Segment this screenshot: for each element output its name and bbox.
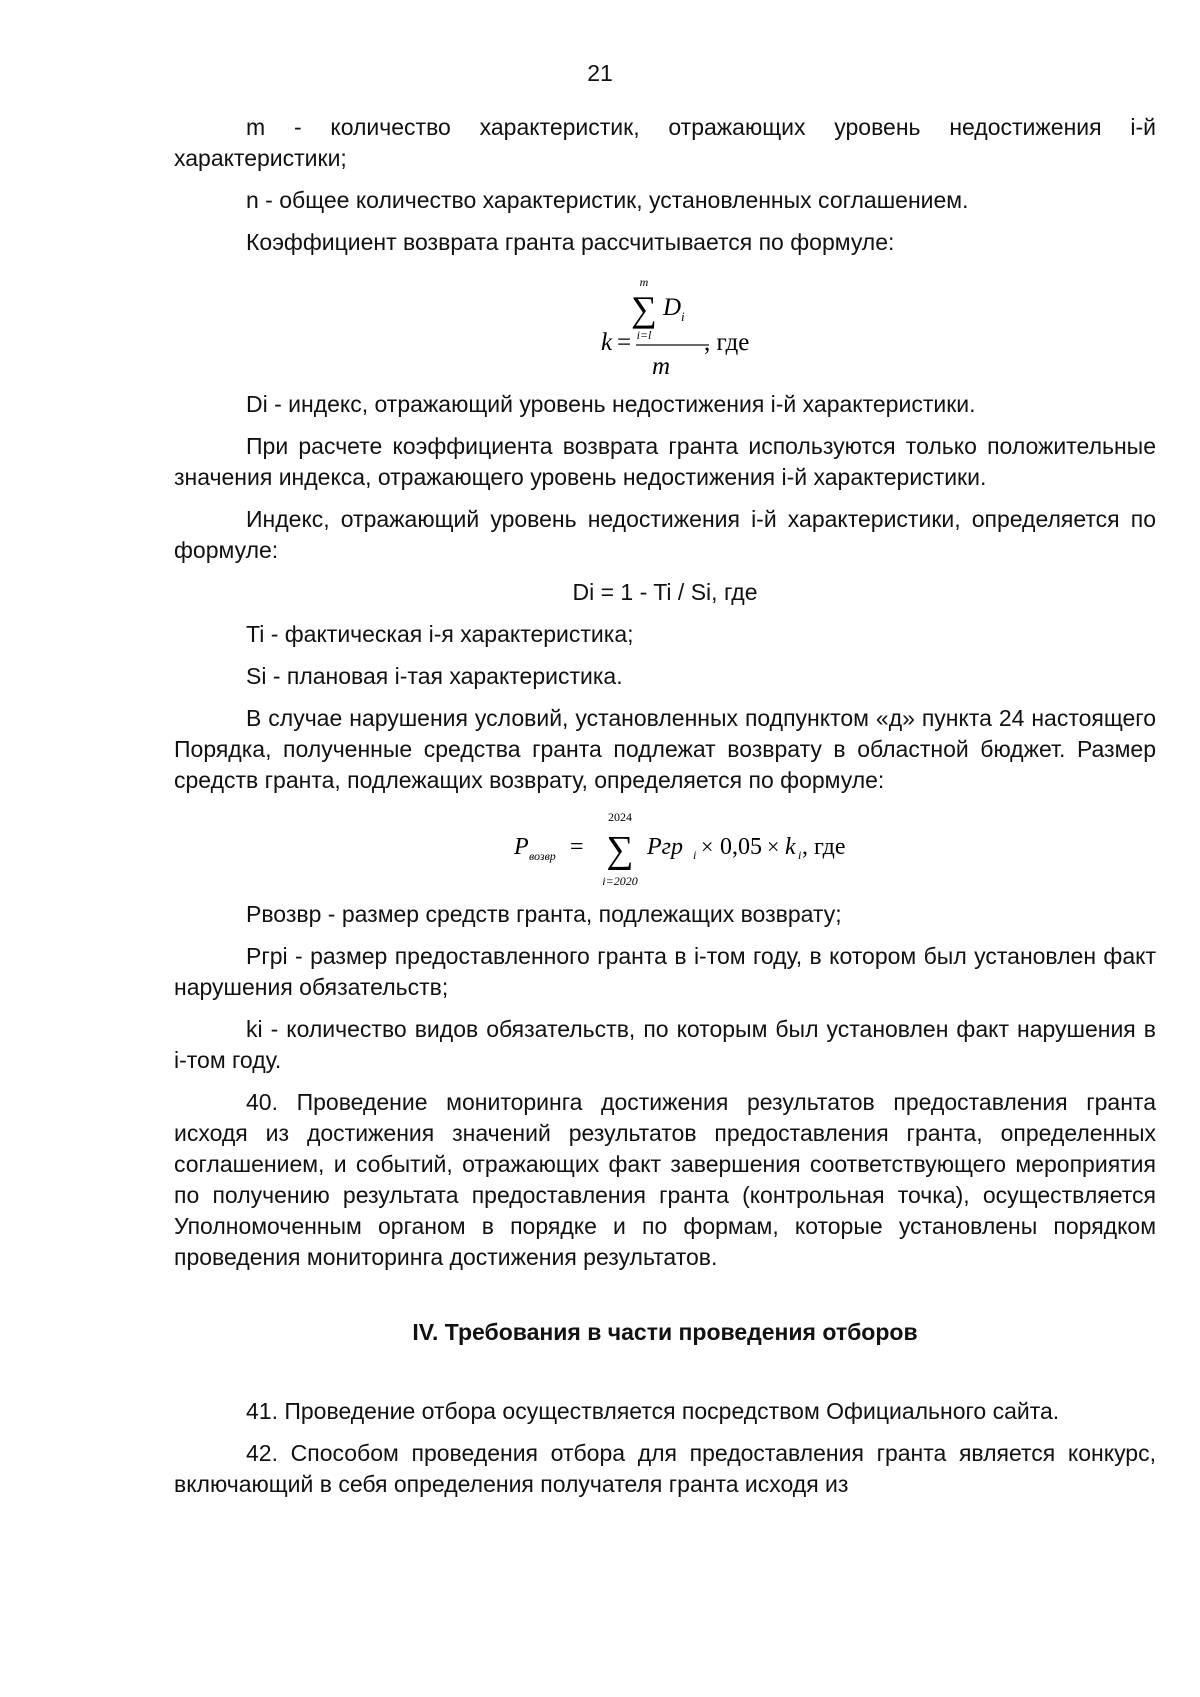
formula-di: Di = 1 - Ti / Si, где — [572, 579, 758, 605]
paragraph-pvozvr-definition: Рвозвр - размер средств гранта, подлежащих возврату; — [246, 901, 842, 927]
sum-sign: ∑ — [631, 289, 657, 329]
paragraph-ki-definition: ki - количество видов обязательств, по которым был установлен факт нарушения в i-том году. — [174, 1016, 1156, 1073]
formula-k-svg — [174, 269, 1156, 379]
formula2-sum-lower: i=2020 — [602, 874, 638, 888]
formula-lhs: k — [601, 329, 613, 356]
paragraph-di-definition: Di - индекс, отражающий уровень недостижения i-й характеристики. — [246, 391, 976, 417]
fraction-denominator: m — [651, 353, 671, 379]
paragraph-violation: В случае нарушения условий, установленных подпунктом «д» пункта 24 настоящего Порядка, полученные средства гранта подлежат возврату в областной бюджет. Размер средств гранта, подлежащих возврату, определяется по формуле: — [174, 705, 1156, 793]
formula2-tail: , где — [802, 834, 846, 860]
paragraph-41-selection: 41. Проведение отбора осуществляется посредством Официального сайта. — [246, 1398, 1060, 1424]
formula2-times-2: × — [767, 834, 780, 859]
paragraph-ti-definition: Ti - фактическая i-я характеристика; — [246, 621, 634, 647]
formula2-sum-upper: 2024 — [608, 810, 632, 824]
paragraph-n-definition: n - общее количество характеристик, установленных соглашением. — [246, 187, 969, 213]
formula-equals: = — [617, 329, 632, 356]
sum-lower-limit: i=l — [636, 328, 652, 342]
formula2-equals: = — [570, 834, 584, 860]
formula2-term-subscript: i — [693, 848, 697, 862]
paragraph-pgri-definition: Ргрi - размер предоставленного гранта в i-том году, в котором был установлен факт нарушения обязательств; — [174, 943, 1156, 1000]
formula2-k: k — [785, 834, 796, 860]
paragraph-42-method: 42. Способом проведения отбора для предоставления гранта является конкурс, включающий в себя определения получателя гранта исходя из — [174, 1440, 1156, 1497]
paragraph-positive-values: При расчете коэффициента возврата гранта используются только положительные значения индекса, отражающего уровень недостижения i-й характеристики. — [174, 433, 1156, 490]
formula2-coefficient: 0,05 — [720, 834, 762, 860]
paragraph-coefficient-intro: Коэффициент возврата гранта рассчитывается по формуле: — [246, 229, 895, 255]
paragraph-si-definition: Si - плановая i-тая характеристика. — [246, 663, 623, 689]
formula2-lhs: P — [514, 834, 529, 860]
formula-return-coefficient — [174, 269, 1156, 379]
page-number: 21 — [587, 60, 613, 86]
document-body — [174, 112, 1156, 1511]
sum-upper-limit: m — [639, 275, 649, 289]
formula2-lhs-subscript: возвр — [529, 849, 556, 863]
paragraph-40-monitoring: 40. Проведение мониторинга достижения результатов предоставления гранта исходя из достижения значений результатов предоставления гранта, определенных соглашением, и событий, отражающих факт завершения соответствующего мероприятия по получению результата предоставления гранта (контрольная точка), осуществляется Уполномоченным органом в порядке и по формам, которые установлены порядком проведения мониторинга достижения результатов. — [174, 1089, 1156, 1270]
formula2-times-1: × — [701, 834, 714, 859]
formula2-term: Pгр — [647, 834, 684, 860]
formula-tail: , где — [704, 329, 750, 356]
sum-term-subscript: i — [681, 309, 685, 324]
formula2-k-subscript: i — [798, 848, 802, 862]
sum-term: D — [663, 294, 682, 321]
paragraph-index-intro: Индекс, отражающий уровень недостижения i-й характеристики, определяется по формуле: — [174, 506, 1156, 563]
formula2-sum-sign: ∑ — [606, 829, 634, 871]
section-heading: IV. Требования в части проведения отборов — [412, 1319, 918, 1345]
paragraph-m-definition: m - количество характеристик, отражающих уровень недостижения i-й характеристики; — [174, 114, 1156, 171]
formula-return-amount — [174, 807, 1156, 889]
formula-p-svg — [174, 807, 1156, 889]
